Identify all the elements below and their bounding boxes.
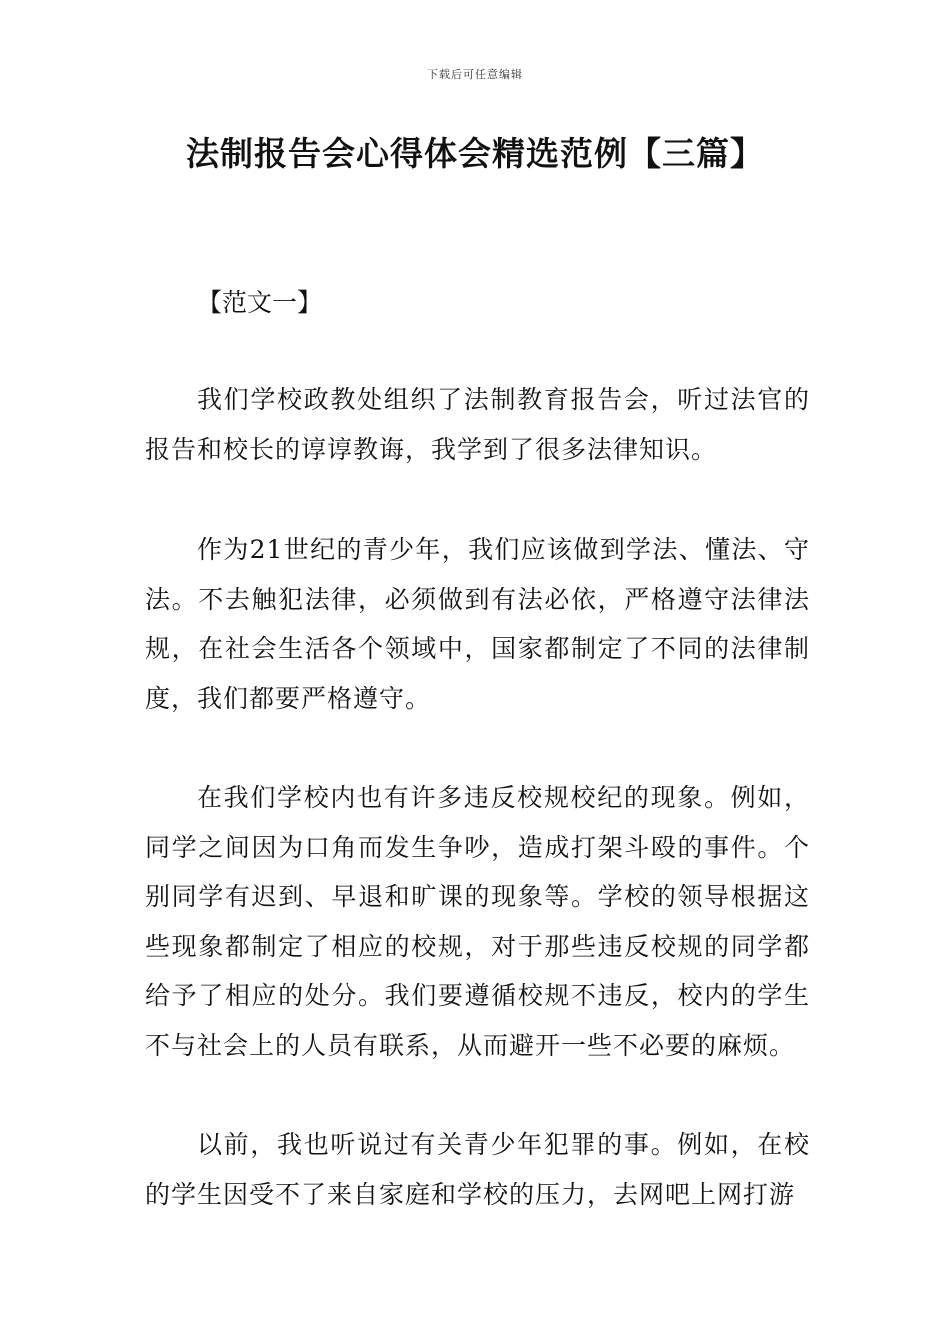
header-note: 下载后可任意编辑 (427, 68, 523, 81)
paragraph: 以前，我也听说过有关青少年犯罪的事。例如，在校的学生因受不了来自家庭和学校的压力，去网吧上网打游 (145, 1130, 810, 1209)
paragraph-4-block (145, 1120, 810, 1219)
paragraph: 在我们学校内也有许多违反校规校纪的现象。例如，同学之间因为口角而发生争吵，造成打架斗殴的事件。个别同学有迟到、早退和旷课的现象等。学校的领导根据这些现象都制定了相应的校规，对于那些违反校规的同学都给予了相应的处分。我们要遵循校规不违反，校内的学生不与社会上的人员有联系，从而避开一些不必要的麻烦。 (145, 783, 810, 1060)
paragraph: 我们学校政教处组织了法制教育报告会，听过法官的报告和校长的谆谆教诲，我学到了很多法律知识。 (145, 385, 810, 464)
paragraph-2-block (145, 525, 810, 723)
paragraph-1-block (145, 375, 810, 474)
section-label: 【范文一】 (197, 288, 323, 317)
paragraph: 作为21世纪的青少年，我们应该做到学法、懂法、守法。不去触犯法律，必须做到有法必依，严格遵守法律法规，在社会生活各个领域中，国家都制定了不同的法律制度，我们都要严格遵守。 (145, 535, 810, 713)
document-title: 法制报告会心得体会精选范例【三篇】 (186, 134, 764, 173)
paragraph-3-block (145, 773, 810, 1070)
